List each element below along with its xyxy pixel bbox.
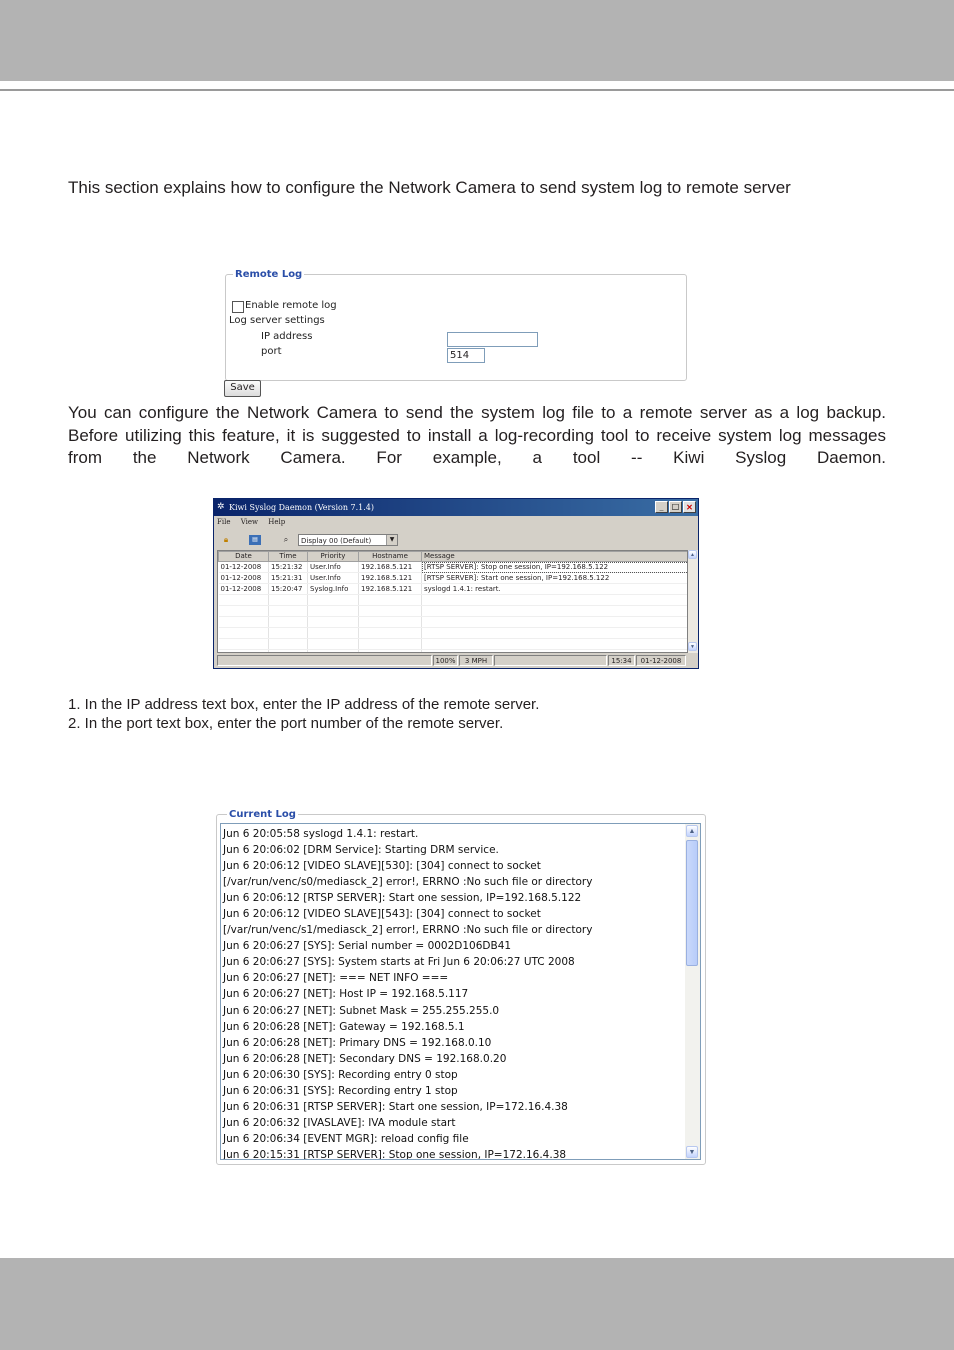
status-date: 01-12-2008 (636, 655, 686, 666)
log-line: Jun 6 20:06:27 [NET]: Subnet Mask = 255.255.255.0 (223, 1004, 500, 1017)
step-2: 2. In the port text box, enter the port number of the remote server. (68, 715, 504, 732)
kiwi-menu-bar (217, 518, 293, 526)
table-row (219, 628, 689, 639)
current-log-textarea[interactable] (220, 823, 701, 1160)
col-priority[interactable]: Priority (308, 552, 359, 562)
cell-hostname: 192.168.5.121 (359, 584, 422, 595)
port-label: port (261, 346, 282, 357)
cell-time: 15:21:32 (269, 562, 308, 573)
col-time[interactable]: Time (269, 552, 308, 562)
log-line: Jun 6 20:05:58 syslogd 1.4.1: restart. (223, 828, 419, 840)
cell-message: [RTSP SERVER]: Start one session, IP=192.168.5.122 (422, 573, 689, 584)
log-line: Jun 6 20:15:31 [RTSP SERVER]: Stop one session, IP=172.16.4.38 (223, 1148, 567, 1160)
close-icon[interactable]: ✕ (683, 501, 696, 513)
display-select[interactable] (298, 534, 398, 546)
status-rate: 3 MPH (459, 655, 493, 666)
menu-view[interactable]: View (240, 518, 259, 526)
kiwi-title-bar[interactable] (214, 499, 698, 516)
intro-text: This section explains how to configure the Network Camera to send system log to remote server (68, 178, 791, 197)
table-row[interactable] (219, 562, 689, 573)
cell-priority: User.Info (308, 573, 359, 584)
cell-date: 01-12-2008 (219, 573, 269, 584)
page-header-band (0, 0, 954, 81)
remote-log-legend: Remote Log (235, 269, 303, 280)
save-button[interactable]: Save (224, 380, 261, 397)
table-row (219, 639, 689, 650)
steps-list (68, 695, 539, 733)
remote-log-fieldset (225, 274, 687, 381)
status-percent: 100% (433, 655, 458, 666)
table-row[interactable] (219, 573, 689, 584)
table-row (219, 650, 689, 654)
table-row (219, 617, 689, 628)
log-line: Jun 6 20:06:27 [NET]: Host IP = 192.168.5.117 (223, 988, 469, 1001)
scroll-up-icon[interactable]: ▲ (686, 825, 698, 837)
cell-hostname: 192.168.5.121 (359, 573, 422, 584)
header-divider (0, 89, 954, 91)
log-line: Jun 6 20:06:28 [NET]: Secondary DNS = 192.168.0.20 (223, 1052, 507, 1065)
log-line: [/var/run/venc/s0/mediasck_2] error!, ERRNO :No such file or directory (223, 876, 593, 889)
log-line: Jun 6 20:06:27 [SYS]: Serial number = 0002D106DB41 (223, 940, 512, 953)
display-icon[interactable]: ▤ (249, 535, 261, 545)
log-line: Jun 6 20:06:02 [DRM Service]: Starting DRM service. (223, 844, 499, 857)
log-server-settings-label: Log server settings (229, 315, 325, 326)
description-paragraph: You can configure the Network Camera to send the system log file to a remote server as a log backup. Before utilizing this feature, it is suggested to install a log-recording tool to receive system log messages from the Network Camera. For example, a tool -- Kiwi Syslog Daemon. (68, 403, 886, 467)
log-line: Jun 6 20:06:27 [NET]: === NET INFO === (223, 972, 449, 985)
table-row[interactable] (219, 584, 689, 595)
log-line: Jun 6 20:06:30 [SYS]: Recording entry 0 stop (223, 1068, 458, 1081)
menu-file[interactable]: File (217, 518, 231, 526)
cell-priority: Syslog.Info (308, 584, 359, 595)
status-time: 15:34 (608, 655, 635, 666)
scroll-down-icon[interactable]: ▼ (688, 642, 697, 651)
col-message[interactable]: Message (422, 552, 689, 562)
page-footer-band (0, 1258, 954, 1350)
ip-address-input[interactable] (447, 332, 538, 347)
cell-hostname: 192.168.5.121 (359, 562, 422, 573)
log-line: Jun 6 20:06:34 [EVENT MGR]: reload config file (223, 1132, 469, 1145)
maximize-icon[interactable]: □ (669, 501, 682, 513)
scroll-thumb[interactable] (686, 840, 698, 966)
menu-help[interactable]: Help (268, 518, 286, 526)
kiwi-log-grid (217, 550, 688, 653)
kiwi-status-bar (217, 655, 697, 667)
step-1: 1. In the IP address text box, enter the IP address of the remote server. (68, 696, 540, 713)
lock-icon[interactable]: 🔒︎ (223, 535, 229, 544)
log-line: Jun 6 20:06:28 [NET]: Primary DNS = 192.168.0.10 (223, 1036, 492, 1049)
current-log-lines (223, 826, 592, 1160)
log-line: Jun 6 20:06:28 [NET]: Gateway = 192.168.5.1 (223, 1020, 465, 1033)
table-row (219, 606, 689, 617)
log-line: Jun 6 20:06:12 [RTSP SERVER]: Start one session, IP=192.168.5.122 (223, 892, 582, 905)
cell-date: 01-12-2008 (219, 584, 269, 595)
cell-message: [RTSP SERVER]: Stop one session, IP=192.168.5.122 (422, 562, 689, 573)
log-line: Jun 6 20:06:32 [IVASLAVE]: IVA module start (223, 1116, 456, 1129)
current-log-scrollbar[interactable] (685, 824, 700, 1159)
log-line: Jun 6 20:06:12 [VIDEO SLAVE][530]: [304] connect to socket (223, 860, 541, 873)
scroll-up-icon[interactable]: ▲ (688, 550, 697, 559)
display-select-value: Display 00 (Default) (301, 537, 372, 545)
cell-priority: User.Info (308, 562, 359, 573)
minimize-icon[interactable]: _ (655, 501, 668, 513)
current-log-legend: Current Log (229, 809, 296, 820)
col-date[interactable]: Date (219, 552, 269, 562)
kiwi-scrollbar[interactable] (688, 550, 698, 653)
log-line: Jun 6 20:06:31 [RTSP SERVER]: Start one session, IP=172.16.4.38 (223, 1100, 568, 1113)
port-input[interactable]: 514 (447, 348, 485, 363)
col-hostname[interactable]: Hostname (359, 552, 422, 562)
log-line: [/var/run/venc/s1/mediasck_2] error!, ERRNO :No such file or directory (223, 924, 593, 937)
cell-time: 15:20:47 (269, 584, 308, 595)
cell-time: 15:21:31 (269, 573, 308, 584)
kiwi-app-icon: ✲ (217, 502, 225, 512)
find-icon[interactable]: ⌕ (283, 535, 289, 544)
log-line: Jun 6 20:06:31 [SYS]: Recording entry 1 stop (223, 1084, 458, 1097)
scroll-down-icon[interactable]: ▼ (686, 1146, 698, 1158)
log-line: Jun 6 20:06:12 [VIDEO SLAVE][543]: [304] connect to socket (223, 908, 541, 921)
kiwi-syslog-window (213, 498, 699, 669)
log-line: Jun 6 20:06:27 [SYS]: System starts at Fri Jun 6 20:06:27 UTC 2008 (223, 956, 575, 969)
chevron-down-icon: ▼ (386, 535, 397, 545)
enable-remote-log-label: Enable remote log (245, 300, 337, 311)
enable-remote-log-checkbox[interactable] (232, 301, 244, 313)
kiwi-title-text: Kiwi Syslog Daemon (Version 7.1.4) (229, 503, 375, 512)
table-row (219, 595, 689, 606)
cell-date: 01-12-2008 (219, 562, 269, 573)
cell-message: syslogd 1.4.1: restart. (422, 584, 689, 595)
ip-address-label: IP address (261, 331, 313, 342)
